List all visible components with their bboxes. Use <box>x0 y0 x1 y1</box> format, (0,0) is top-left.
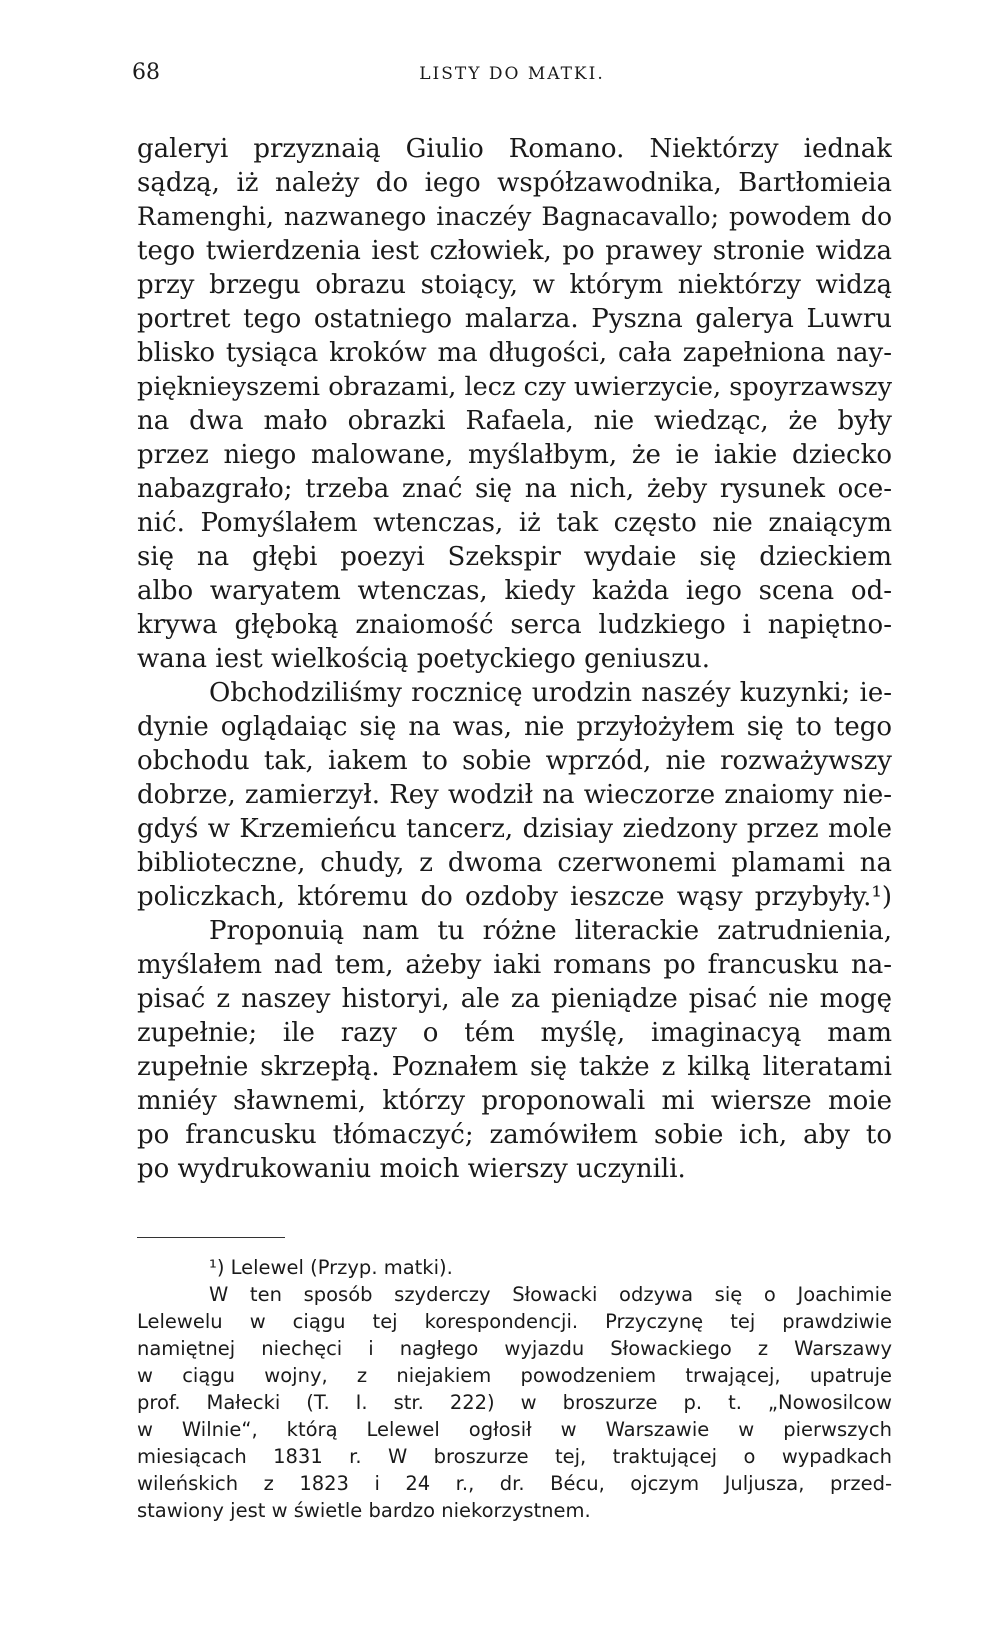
text-line: nić. Pomyślałem wtenczas, iż tak często nie znaiącym <box>137 508 892 538</box>
footnote-line: w ciągu wojny, z niejakiem powodzeniem trwającej, upatruje <box>137 1364 892 1387</box>
footnotes <box>137 1254 892 1524</box>
text-line: Obchodziliśmy rocznicę urodzin naszéy kuzynki; ie- <box>209 678 892 708</box>
page-header <box>132 60 892 94</box>
text-line: nabazgrało; trzeba znać się na nich, żeby rysunek oce- <box>137 474 892 504</box>
text-line: dobrze, zamierzył. Rey wodził na wieczorze znaiomy nie- <box>137 780 892 810</box>
footnote-line: ¹) Lelewel (Przyp. matki). <box>209 1256 453 1279</box>
text-line: zupełnie skrzepłą. Poznałem się także z kilką literatami <box>137 1052 892 1082</box>
text-line: na dwa mało obrazki Rafaela, nie wiedząc, że były <box>137 406 892 436</box>
text-line: tego twierdzenia iest człowiek, po prawey stronie widza <box>137 236 892 266</box>
footnote-line: W ten sposób szyderczy Słowacki odzywa się o Joachimie <box>209 1283 892 1306</box>
footnote-line: prof. Małecki (T. I. str. 222) w broszurze p. t. „Nowosilcow <box>137 1391 892 1414</box>
footnote-separator <box>137 1237 285 1238</box>
text-line: po francusku tłómaczyć; zamówiłem sobie ich, aby to <box>137 1120 892 1150</box>
text-line: portret tego ostatniego malarza. Pyszna galerya Luwru <box>137 304 892 334</box>
text-line: pisać z naszey historyi, ale za pieniądze pisać nie mogę <box>137 984 892 1014</box>
text-line: zupełnie; ile razy o tém myślę, imaginacyą mam <box>137 1018 892 1048</box>
footnote-line: Lelewelu w ciągu tej korespondencji. Przyczynę tej prawdziwie <box>137 1310 892 1333</box>
text-line: przez niego malowane, myślałbym, że ie iakie dziecko <box>137 440 892 470</box>
text-line: albo waryatem wtenczas, kiedy każda iego scena od- <box>137 576 892 606</box>
text-line: galeryi przyznaią Giulio Romano. Niektórzy iednak <box>137 134 892 164</box>
text-line: Ramenghi, nazwanego inaczéy Bagnacavallo; powodem do <box>137 202 892 231</box>
text-line: krywa głęboką znaiomość serca ludzkiego i napiętno- <box>137 610 892 640</box>
text-line: dynie oglądaiąc się na was, nie przyłożyłem się to tego <box>137 712 892 742</box>
footnote-line: wileńskich z 1823 i 24 r., dr. Bécu, ojczym Juljusza, przed- <box>137 1472 892 1495</box>
text-line: policzkach, któremu do ozdoby ieszcze wąsy przybyły.¹) <box>137 882 892 912</box>
text-line: sądzą, iż należy do iego współzawodnika, Bartłomieia <box>137 168 892 198</box>
text-line: po wydrukowaniu moich wierszy uczynili. <box>137 1154 686 1184</box>
page-number: 68 <box>132 60 160 85</box>
running-title: LISTY DO MATKI. <box>419 64 605 84</box>
text-line: Proponuią nam tu różne literackie zatrudnienia, <box>209 916 892 946</box>
text-line: biblioteczne, chudy, z dwoma czerwonemi plamami na <box>137 848 892 878</box>
footnote-line: miesiącach 1831 r. W broszurze tej, traktującej o wypadkach <box>137 1445 892 1468</box>
text-line: pięknieyszemi obrazami, lecz czy uwierzycie, spoyrzawszy <box>137 372 892 402</box>
text-line: wana iest wielkością poetyckiego geniuszu. <box>137 644 710 674</box>
text-line: obchodu tak, iakem to sobie wprzód, nie rozważywszy <box>137 746 892 776</box>
text-line: mniéy sławnemi, którzy proponowali mi wiersze moie <box>137 1086 892 1116</box>
text-line: się na głębi poezyi Szekspir wydaie się dzieckiem <box>137 542 892 572</box>
main-text <box>137 132 892 1186</box>
text-line: myślałem nad tem, ażeby iaki romans po francusku na- <box>137 950 892 980</box>
text-line: blisko tysiąca kroków ma długości, cała zapełniona nay- <box>137 338 892 368</box>
footnote-line: namiętnej niechęci i nagłego wyjazdu Słowackiego z Warszawy <box>137 1337 892 1360</box>
footnote-line: stawiony jest w świetle bardzo niekorzystnem. <box>137 1499 591 1522</box>
footnote-line: w Wilnie“, którą Lelewel ogłosił w Warszawie w pierwszych <box>137 1418 892 1441</box>
text-line: przy brzegu obrazu stoiący, w którym niektórzy widzą <box>137 270 892 300</box>
text-line: gdyś w Krzemieńcu tancerz, dzisiay ziedzony przez mole <box>137 814 892 844</box>
